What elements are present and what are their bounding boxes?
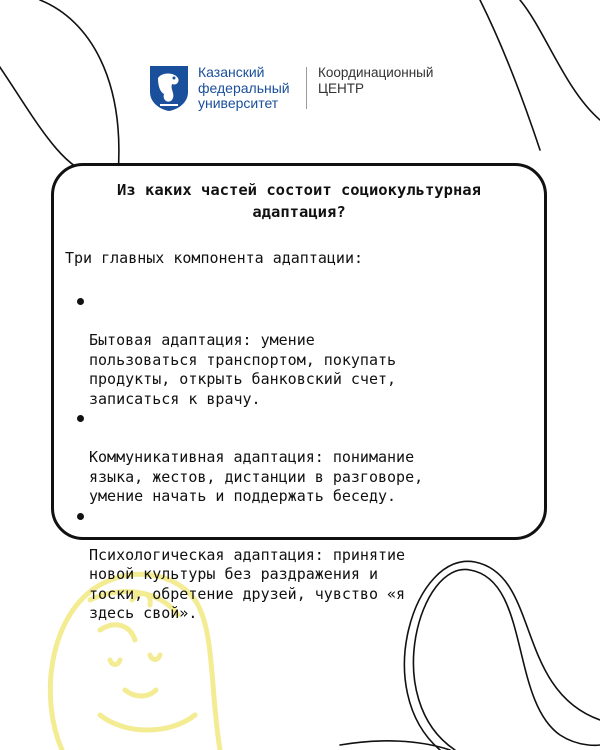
adaptation-list bbox=[54, 292, 534, 624]
list-item-text: Психологическая адаптация: принятие новой культуры без раздражения и тоски, обретение друзей, чувство «я здесь свой». bbox=[89, 545, 406, 622]
list-item-text: Коммуникативная адаптация: понимание языка, жестов, дистанции в разговоре, умение начать и поддержать беседу. bbox=[89, 448, 424, 505]
university-name: Казанский федеральный университет bbox=[198, 64, 290, 111]
kfu-crest-icon bbox=[148, 64, 190, 112]
center-name: Координационный ЦЕНТР bbox=[318, 65, 434, 96]
list-item-text: Бытовая адаптация: умение пользоваться транспортом, покупать продукты, открыть банковский счет, записаться к врачу. bbox=[89, 331, 397, 408]
top-right-curve-line bbox=[480, 0, 540, 150]
logo-header bbox=[148, 64, 468, 114]
logo-divider bbox=[306, 67, 307, 109]
top-right-curve-line-2 bbox=[520, 0, 600, 120]
card-intro: Три главных компонента адаптации: bbox=[65, 249, 364, 267]
list-item bbox=[54, 507, 534, 624]
bullet-icon bbox=[77, 513, 84, 520]
top-left-curve-line bbox=[0, 60, 95, 175]
card-title: Из каких частей состоит социокультурная адаптация? bbox=[117, 181, 481, 221]
bullet-icon bbox=[77, 415, 84, 422]
top-arc-line bbox=[40, 0, 119, 175]
bullet-icon bbox=[77, 298, 84, 305]
list-item bbox=[54, 292, 534, 409]
info-card bbox=[51, 163, 547, 622]
bottom-center-line bbox=[340, 741, 450, 750]
list-item bbox=[54, 409, 534, 507]
